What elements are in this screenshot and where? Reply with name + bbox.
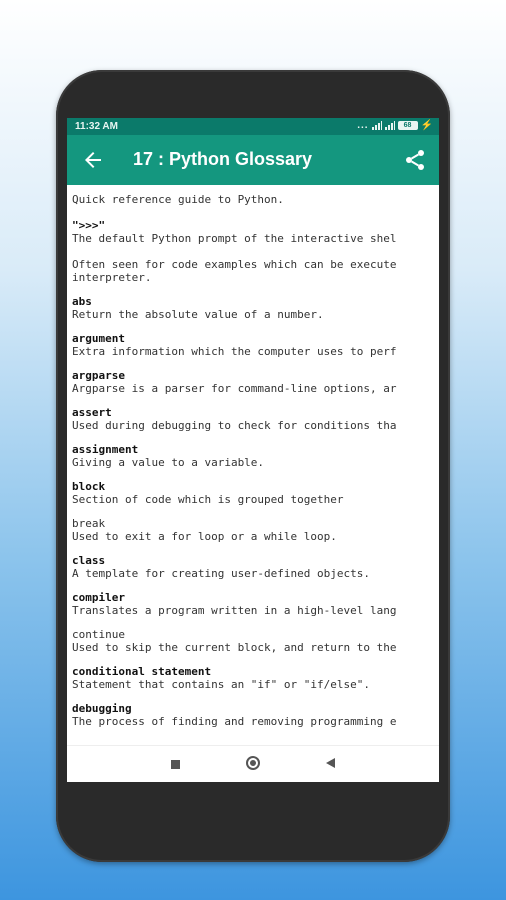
- back-triangle-icon[interactable]: [326, 758, 335, 768]
- term-description: Extra information which the computer uses to perf: [72, 345, 397, 358]
- term-description: Argparse is a parser for command-line options, ar: [72, 382, 397, 395]
- term-assert: assert: [72, 406, 112, 419]
- term-prompt: ">>>": [72, 219, 106, 232]
- home-circle-icon[interactable]: [246, 756, 260, 770]
- term-description: Statement that contains an "if" or "if/else".: [72, 678, 371, 691]
- term-block: block: [72, 480, 106, 493]
- share-icon[interactable]: [403, 148, 427, 172]
- term-description: The process of finding and removing programming e: [72, 715, 397, 728]
- term-assignment: assignment: [72, 443, 139, 456]
- term-description: Giving a value to a variable.: [72, 456, 265, 469]
- term-argparse: argparse: [72, 369, 125, 382]
- status-icons: [357, 120, 433, 131]
- signal-icon: [385, 121, 395, 130]
- app-bar: [67, 135, 439, 185]
- term-abs: abs: [72, 295, 92, 308]
- intro-text: Quick reference guide to Python.: [72, 193, 284, 206]
- term-debugging: debugging: [72, 702, 132, 715]
- page-title: 17 : Python Glossary: [133, 149, 313, 169]
- term-description: interpreter.: [72, 271, 152, 284]
- glossary-content[interactable]: [67, 185, 439, 745]
- term-description: A template for creating user-defined objects.: [72, 567, 371, 580]
- term-description: Used to skip the current block, and return to the: [72, 641, 397, 654]
- term-description: Section of code which is grouped together: [72, 493, 344, 506]
- term-description: Translates a program written in a high-level lang: [72, 604, 397, 617]
- term-class: class: [72, 554, 106, 567]
- term-description: Used during debugging to check for conditions tha: [72, 419, 397, 432]
- navigation-bar: [67, 745, 439, 782]
- status-time: 11:32 AM: [75, 121, 118, 132]
- recent-apps-square-icon[interactable]: [171, 760, 180, 769]
- term-break: break: [72, 517, 106, 530]
- term-argument: argument: [72, 332, 125, 345]
- term-description: Used to exit a for loop or a while loop.: [72, 530, 337, 543]
- status-bar: [67, 118, 439, 135]
- phone-screen: [67, 118, 439, 782]
- term-description: Return the absolute value of a number.: [72, 308, 324, 321]
- term-description: Often seen for code examples which can be execute: [72, 258, 397, 271]
- charging-icon: ⚡: [420, 120, 433, 131]
- term-conditional-statement: conditional statement: [72, 665, 212, 678]
- back-arrow-icon[interactable]: [81, 148, 105, 172]
- signal-icon: [372, 121, 382, 130]
- term-continue: continue: [72, 628, 125, 641]
- notification-dots: ...: [357, 120, 369, 131]
- term-compiler: compiler: [72, 591, 125, 604]
- term-description: The default Python prompt of the interactive shel: [72, 232, 397, 245]
- battery-icon: 68: [398, 121, 418, 130]
